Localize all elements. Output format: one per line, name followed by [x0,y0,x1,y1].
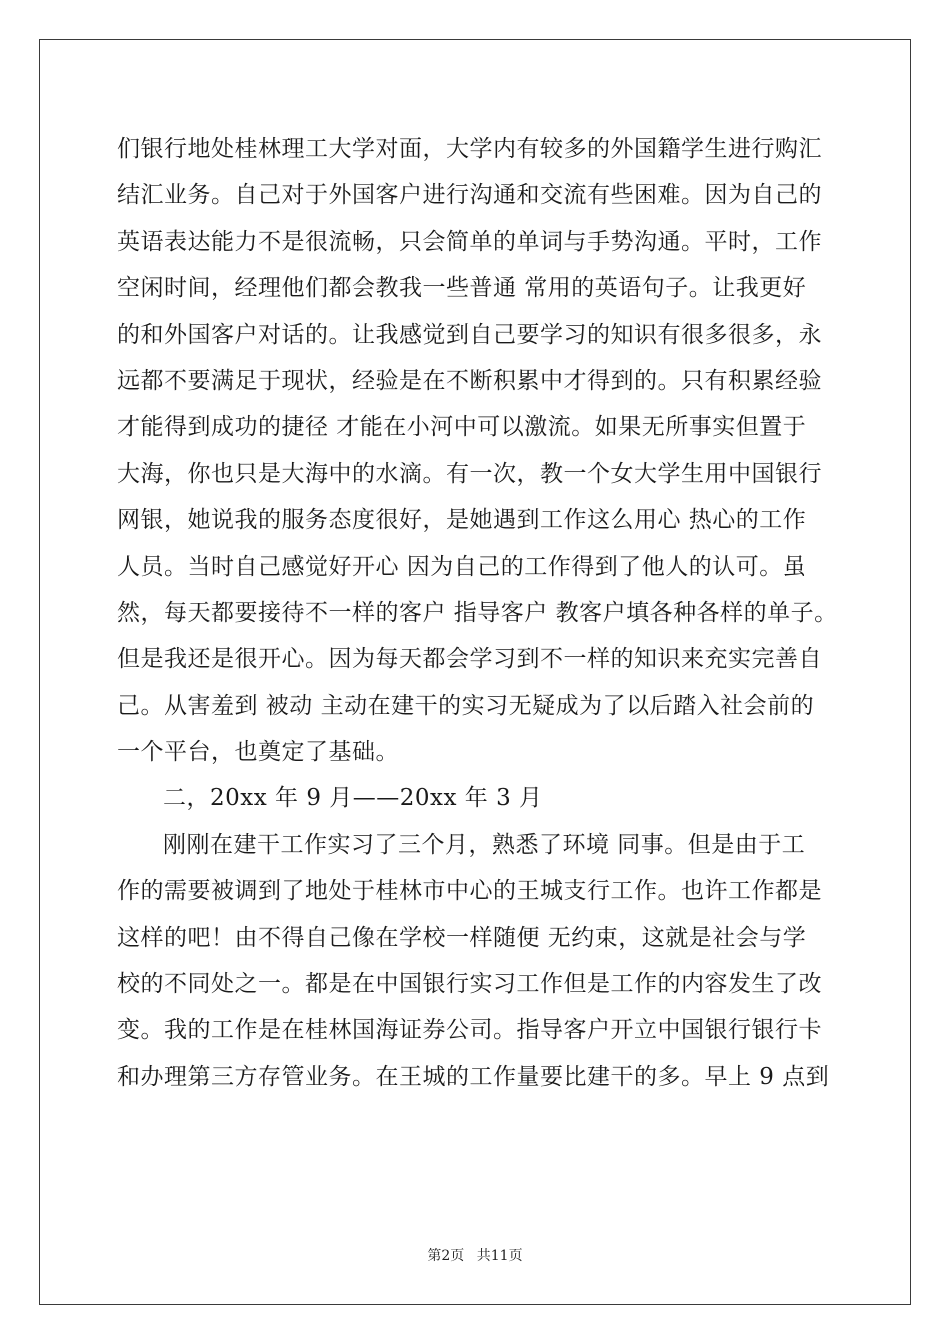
text-line: 空闲时间，经理他们都会教我一些普通 常用的英语句子。让我更好 [117,275,807,302]
text-line: 然，每天都要接待不一样的客户 指导客户 教客户填各种各样的单子。 [117,599,838,626]
text-line: 校的不同处之一。都是在中国银行实习工作但是工作的内容发生了改 [117,971,822,998]
text-line: 一个平台，也奠定了基础。 [117,739,399,766]
text-line: 和办理第三方存管业务。在王城的工作量要比建干的多。早上 9 点到 [117,1063,830,1090]
text-line: 人员。当时自己感觉好开心 因为自己的工作得到了他人的认可。虽 [117,553,807,580]
document-body [117,126,847,1100]
text-line: 的和外国客户对话的。让我感觉到自己要学习的知识有很多很多，永 [117,321,822,348]
text-line: 英语表达能力不是很流畅，只会简单的单词与手势沟通。平时，工作 [117,228,822,255]
page-footer [0,1245,950,1265]
section-heading: 二，20xx 年 9 月——20xx 年 3 月 [163,785,543,812]
text-line: 远都不要满足于现状，经验是在不断积累中才得到的。只有积累经验 [117,367,822,394]
text-line: 这样的吧！由不得自己像在学校一样随便 无约束，这就是社会与学 [117,924,807,951]
text-line: 变。我的工作是在桂林国海证券公司。指导客户开立中国银行银行卡 [117,1017,822,1044]
text-line: 但是我还是很开心。因为每天都会学习到不一样的知识来充实完善自 [117,646,822,673]
text-line: 刚刚在建干工作实习了三个月，熟悉了环境 同事。但是由于工 [163,831,806,858]
text-line: 己。从害羞到 被动 主动在建干的实习无疑成为了以后踏入社会前的 [117,692,815,719]
page-total: 共11页 [476,1248,523,1264]
text-line: 网银，她说我的服务态度很好，是她遇到工作这么用心 热心的工作 [117,507,807,534]
text-line: 们银行地处桂林理工大学对面，大学内有较多的外国籍学生进行购汇 [117,136,822,162]
text-line: 才能得到成功的捷径 才能在小河中可以激流。如果无所事实但置于 [117,414,807,441]
text-line: 结汇业务。自己对于外国客户进行沟通和交流有些困难。因为自己的 [117,182,822,209]
page-number: 第2页 [427,1248,465,1264]
text-line: 大海，你也只是大海中的水滴。有一次，教一个女大学生用中国银行 [117,460,822,487]
text-line: 作的需要被调到了地处于桂林市中心的王城支行工作。也许工作都是 [117,878,822,905]
